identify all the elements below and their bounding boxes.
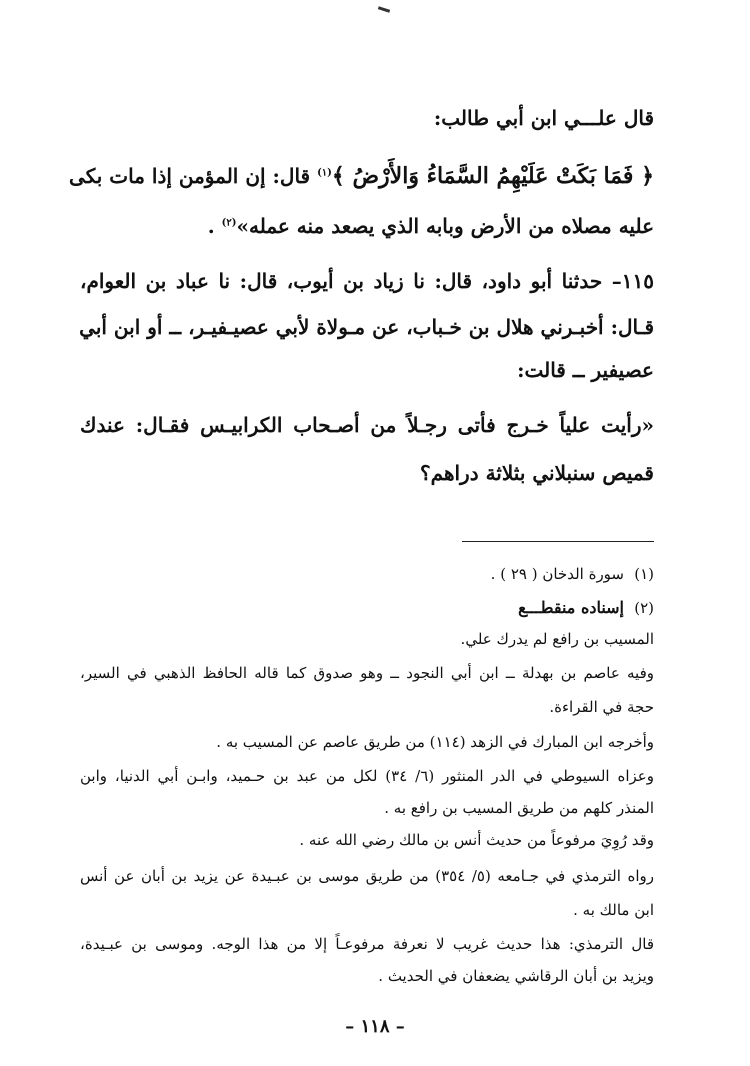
footnote-line: ويزيد بن أبان الرقاشي يضعفان في الحديث . xyxy=(378,967,654,985)
footnote-line: المنذر كلهم من طريق المسيب بن رافع به . xyxy=(384,799,654,817)
hadith-line-1: ١١٥– حدثنا أبو داود، قال: نا زياد بن أيوب، قال: نا عباد بن العوام، xyxy=(80,269,654,293)
main-text-line-2 xyxy=(69,162,654,190)
footnote-line: وأخرجه ابن المبارك في الزهد (١١٤) من طريق عاصم عن المسيب به . xyxy=(216,733,654,751)
footnote-1-text: سورة الدخان ( ٢٩ ) . xyxy=(490,565,624,583)
footnote-separator xyxy=(462,541,654,542)
footnote-line: رواه الترمذي في جـامعه (٥/ ٣٥٤) من طريق موسى بن عبـيدة عن يزيد بن أبان عن أنس xyxy=(80,867,654,885)
footnote-line: وعزاه السيوطي في الدر المنثور (٦/ ٣٤) لكل من عبد بن حـميد، وابـن أبي الدنيا، وابن xyxy=(80,767,654,785)
footnote-line: ابن مالك به . xyxy=(573,901,654,919)
footnote-1 xyxy=(80,563,654,585)
main-text-line-3 xyxy=(80,212,654,240)
footnote-line: المسيب بن رافع لم يدرك علي. xyxy=(460,630,654,648)
hadith-line-3: عصيفير ــ قالت: xyxy=(517,358,654,382)
footnote-line: قال الترمذي: هذا حديث غريب لا نعرفة مرفوعـاً إلا من هذا الوجه. وموسى بن عبـيدة، xyxy=(80,935,654,953)
footnote-ref-1: (١) xyxy=(317,167,332,179)
footnote-2-heading: إسناده منقطـــع xyxy=(518,598,624,617)
hadith-line-2: قـال: أخبـرني هلال بن خـباب، عن مـولاة لأبي عصيـفيـر، ــ أو ابن أبي xyxy=(79,315,654,339)
footnote-line: وفيه عاصم بن بهدلة ــ ابن أبي النجود ــ وهو صدوق كما قاله الحافظ الذهبي في السير، xyxy=(80,664,654,682)
footnote-2-number: (٢) xyxy=(634,599,654,617)
footnote-2 xyxy=(80,597,654,619)
footnote-1-number: (١) xyxy=(634,565,654,583)
quran-verse: ﴿ فَمَا بَكَتْ عَلَيْهِمُ السَّمَاءُ وَالأَرْضُ ﴾ xyxy=(331,163,654,189)
footnote-line: حجة في القراءة. xyxy=(549,698,654,716)
footnote-ref-2: (٢) xyxy=(221,217,237,229)
hadith-line-4: «رأيت علياً خـرج فأتى رجـلاً من أصـحاب الكرابيـس فقـال: عندك xyxy=(80,413,654,437)
main-text-line-1: قال علـــي ابن أبي طالب: xyxy=(433,106,654,130)
page-number: – ١١٨ – xyxy=(345,1016,405,1037)
main-text-line-3-end: . xyxy=(207,214,215,238)
main-text-line-3-body: عليه مصلاه من الأرض وبابه الذي يصعد منه عمله» xyxy=(236,214,654,238)
footnote-line: وقد رُوِيَ مرفوعاً من حديث أنس بن مالك رضي الله عنه . xyxy=(299,831,654,849)
hadith-line-5: قميص سنبلاني بثلاثة دراهم؟ xyxy=(420,461,654,485)
scan-mark xyxy=(378,6,390,13)
main-text-line-2-rest: قال: إن المؤمن إذا مات بكى xyxy=(69,164,311,188)
